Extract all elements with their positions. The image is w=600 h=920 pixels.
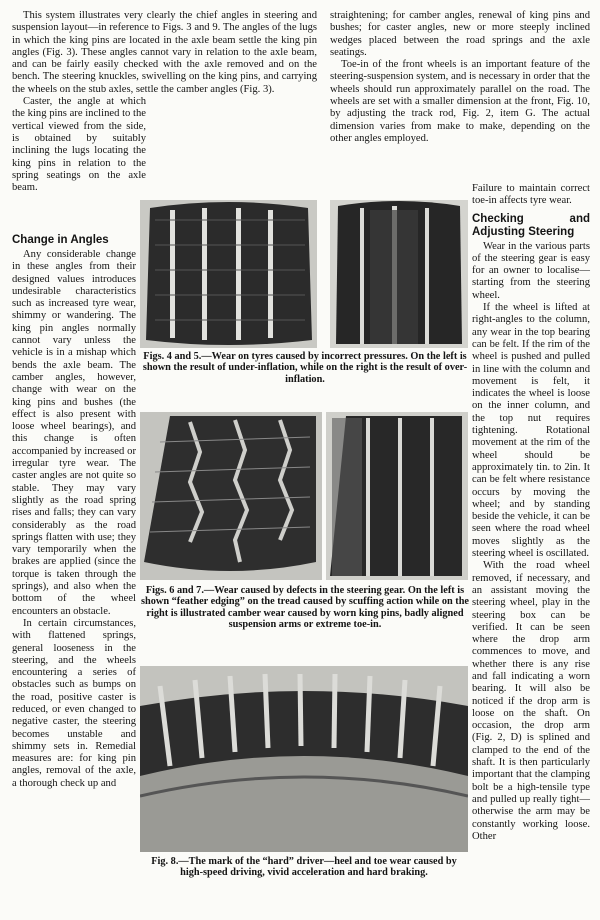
caption-fig-8: Fig. 8.—The mark of the “hard” driver—heel and toe wear caused by high-speed driving, vivid acceleration and hard braking. [151,856,457,879]
paragraph: With the road wheel removed, if necessary, and an assistant moving the steering wheel, play in the steering box can be verified. It can be seen where the drop arm commences to move, and whether there is any rise and fall indicating a worn bearing. It will also be noticed if the drop arm is loose on the shaft. On occasion, the drop arm (Fig. 2, D) is splined and clamped to the end of the shaft. It is then particularly important that the clamping bolt be a high-tensile type and pulled up really tight—otherwise the arm may be constantly working loose. Other [472,560,590,842]
left-column [12,229,136,790]
tyre-photo-over-inflation [330,200,468,348]
section-heading: Change in Angles [12,234,109,246]
intro-column-left [12,10,317,194]
tyre-photo-under-inflation [140,200,317,348]
right-column [472,183,590,843]
tyre-photo-feather-edging [140,412,322,580]
paragraph: Caster, the angle at which the king pins are inclined to the vertical viewed from the side, is obtained by suitably inclining the lugs locating the king pins in relation to the spring seatings on the axle beam. [12,96,146,194]
tyre-photo-heel-and-toe [140,666,468,852]
tyre-photo-camber-wear [326,412,468,580]
caption-figs-4-5: Figs. 4 and 5.—Wear on tyres caused by incorrect pressures. On the left is shown the result of under-inflation, while on the right is the result of over-inflation. [142,351,468,385]
paragraph: Failure to maintain correct toe-in affects tyre wear. [472,183,590,207]
paragraph: This system illustrates very clearly the chief angles in steering and suspension layout—in reference to Figs. 3 and 9. The angles of the lugs in which the king pins are located in the axle beam settle the king pin angles (Fig. 3). These angles cannot vary in relation to the axle beam, and can be fairly easily checked with the axle removed and on the bench. The steering knuckles, swivelling on the king pins, and carrying the wheels on the stub axles, settle the camber angles (Fig. 3). [12,10,317,95]
paragraph: Toe-in of the front wheels is an important feature of the steering-suspension system, and is necessary in order that the wheels should run approximately parallel on the road. The wheels are set with a smaller dimension at the front, Fig. 10, by adjusting the track rod, Fig. 2, item G. The actual dimension varies from make to make, depending on the other angles employed. [330,59,590,144]
paragraph: If the wheel is lifted at right-angles to the column, any wear in the top bearing can be felt. If the rim of the wheel is pushed and pulled in line with the column and movement is felt, it indicates the wheel is loose on the inner column, and the top nut requires tightening. Rotational movement at the rim of the wheel should be approximately tin. to 2in. It can be felt where resistance occurs by moving the wheel; and by standing beside the vehicle, it can be seen where the road wheel moves slightly as the steering wheel is oscillated. [472,302,590,560]
caption-figs-6-7: Figs. 6 and 7.—Wear caused by defects in the steering gear. On the left is shown “feather edging” on the tread caused by scuffing action while on the right is illustrated camber wear caused by worn king pins, badly aligned suspension arms or extreme toe-in. [141,585,469,631]
section-heading: Checking and Adjusting Steering [472,212,590,238]
paragraph: Any considerable change in these angles from their designed values introduces undesirable characteristics such as increased tyre wear, shimmy or wandering. The king pin angles normally cannot vary unless the vehicle is in a mishap which bends the axle beam. The camber angles, however, change with wear on the king pins and bushes (the effect is also present with loose wheel bearings), and this change is often accompanied by increased or irregular tyre wear. The caster angles are not quite so stable. They may vary slightly as the road spring rises and falls; they can vary considerably as the road springs flatten with use; they vary temporarily when the brakes are applied (since the torque is taken through the springs), and also when the bottom of the wheel encounters an obstacle. [12,249,136,617]
intro-column-right [330,10,590,145]
paragraph: Wear in the various parts of the steering gear is easy for an owner to localise—starting from the steering wheel. [472,240,590,301]
paragraph: straightening; for camber angles, renewal of king pins and bushes; for caster angles, new or more steeply inclined wedges placed between the road springs and the axle seatings. [330,10,590,58]
paragraph: In certain circumstances, with flattened springs, general looseness in the steering, and the wheels encountering a series of obstacles such as bumps on the road, positive caster is reduced, or even changed to negative caster, the steering becomes unstable and shimmy sets in. Remedial measures are: for king pin angles, removal of the axle, a thorough check up and [12,617,136,789]
